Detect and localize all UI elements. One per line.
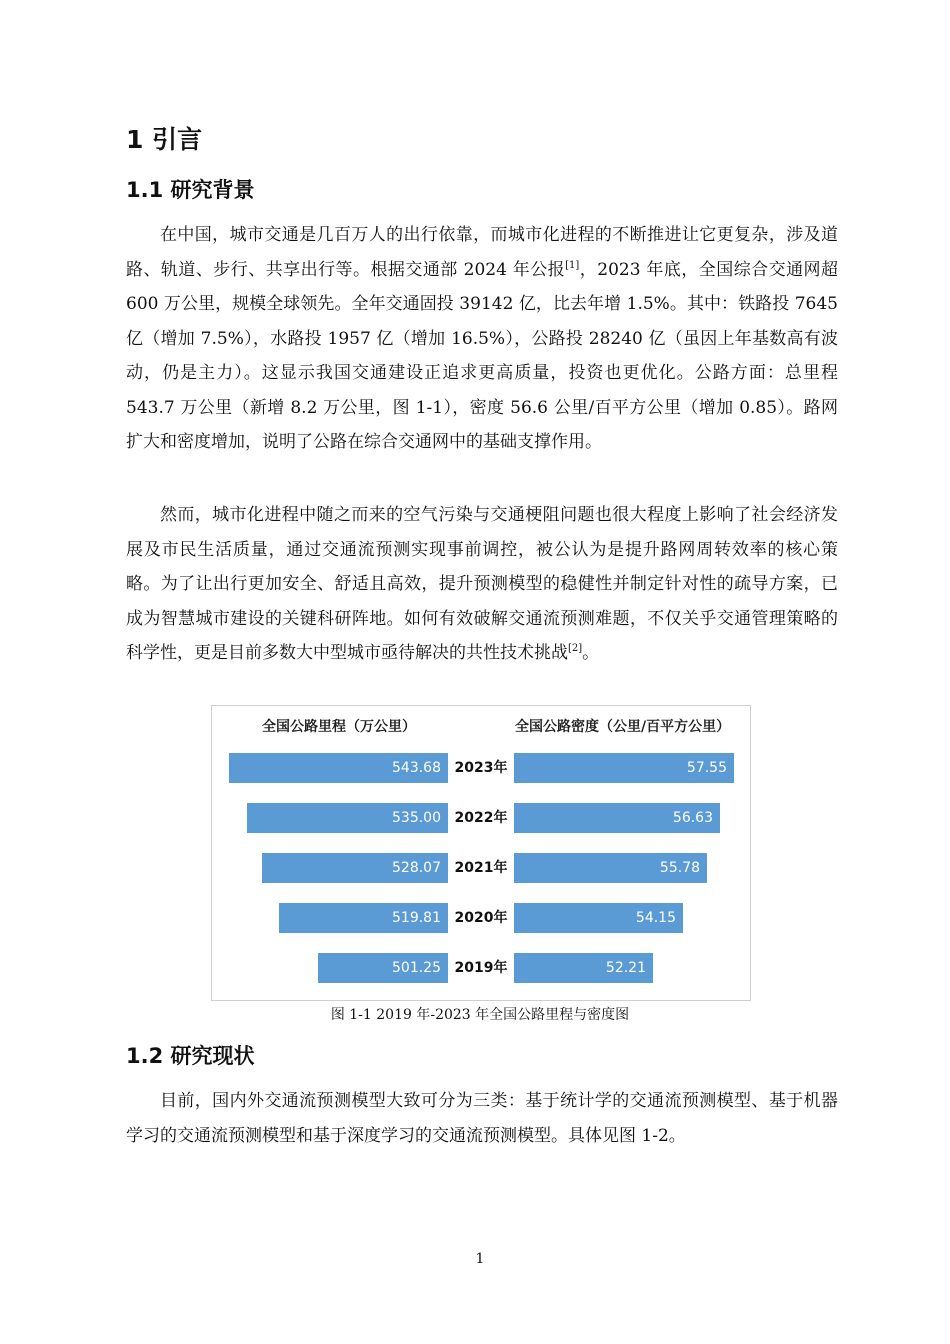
year-label: 2021年: [454, 860, 508, 876]
section-heading-1-2: 1.2 研究现状: [126, 1044, 255, 1068]
year-label: 2022年: [454, 810, 508, 826]
right-panel-title: 全国公路密度（公里/百平方公里）: [515, 719, 731, 735]
year-label: 2019年: [454, 960, 508, 976]
paragraph-text: 。: [582, 643, 600, 663]
mileage-bar: 501.25: [318, 953, 448, 983]
left-panel-title: 全国公路里程（万公里）: [262, 719, 416, 735]
page-number: 1: [475, 1251, 485, 1267]
density-bar: 54.15: [514, 903, 683, 933]
year-label: 2020年: [454, 910, 508, 926]
highway-chart-figure: [211, 705, 751, 1001]
paragraph-background-1: [126, 218, 838, 460]
citation-ref: [2]: [568, 643, 583, 654]
paragraph-text: 在中国，城市交通是几百万人的出行依靠，而城市化进程的不断推进让它更复杂，涉及道路、轨道、步行、共享出行等。根据交通部 2024 年公报: [126, 225, 838, 280]
paragraph-background-2: [126, 498, 838, 671]
paragraph-status: 目前，国内外交通流预测模型大致可分为三类：基于统计学的交通流预测模型、基于机器学习的交通流预测模型和基于深度学习的交通流预测模型。具体见图 1-2。: [126, 1091, 838, 1146]
density-bar: 56.63: [514, 803, 720, 833]
mileage-bar: 543.68: [229, 753, 448, 783]
figure-caption: 图 1-1 2019 年-2023 年全国公路里程与密度图: [330, 1007, 630, 1023]
mileage-bar: 528.07: [262, 853, 448, 883]
paragraph-text: 然而，城市化进程中随之而来的空气污染与交通梗阻问题也很大程度上影响了社会经济发展及市民生活质量，通过交通流预测实现事前调控，被公认为是提升路网周转效率的核心策略。为了让出行更加安全、舒适且高效，提升预测模型的稳健性并制定针对性的疏导方案，已成为智慧城市建设的关键科研阵地。如何有效破解交通流预测难题，不仅关乎交通管理策略的科学性，更是目前多数大中型城市亟待解决的共性技术挑战: [126, 505, 838, 663]
density-bar: 55.78: [514, 853, 707, 883]
chapter-heading: 1 引言: [126, 125, 203, 154]
paragraph-text: ，2023 年底，全国综合交通网超 600 万公里，规模全球领先。全年交通固投 39142 亿，比去年增 1.5%。其中：铁路投 7645 亿（增加 7.5%），水路投 1957 亿（增加 16.5%），公路投 28240 亿（虽因上年基数高有波动，仍是主力）。这显示我国交通建设正追求更高质量，投资也更优化。公路方面：总里程 543.7 万公里（新增 8.2 万公里，图 1-1），密度 56.6 公里/百平方公里（增加 0.85）。路网扩大和密度增加，说明了公路在综合交通网中的基础支撑作用。: [126, 259, 838, 452]
mileage-bar: 519.81: [279, 903, 448, 933]
density-bar: 52.21: [514, 953, 653, 983]
density-bar: 57.55: [514, 753, 734, 783]
citation-ref: [1]: [565, 259, 580, 271]
year-label: 2023年: [454, 760, 508, 776]
mileage-bar: 535.00: [247, 803, 448, 833]
section-heading-1-1: 1.1 研究背景: [126, 178, 255, 202]
